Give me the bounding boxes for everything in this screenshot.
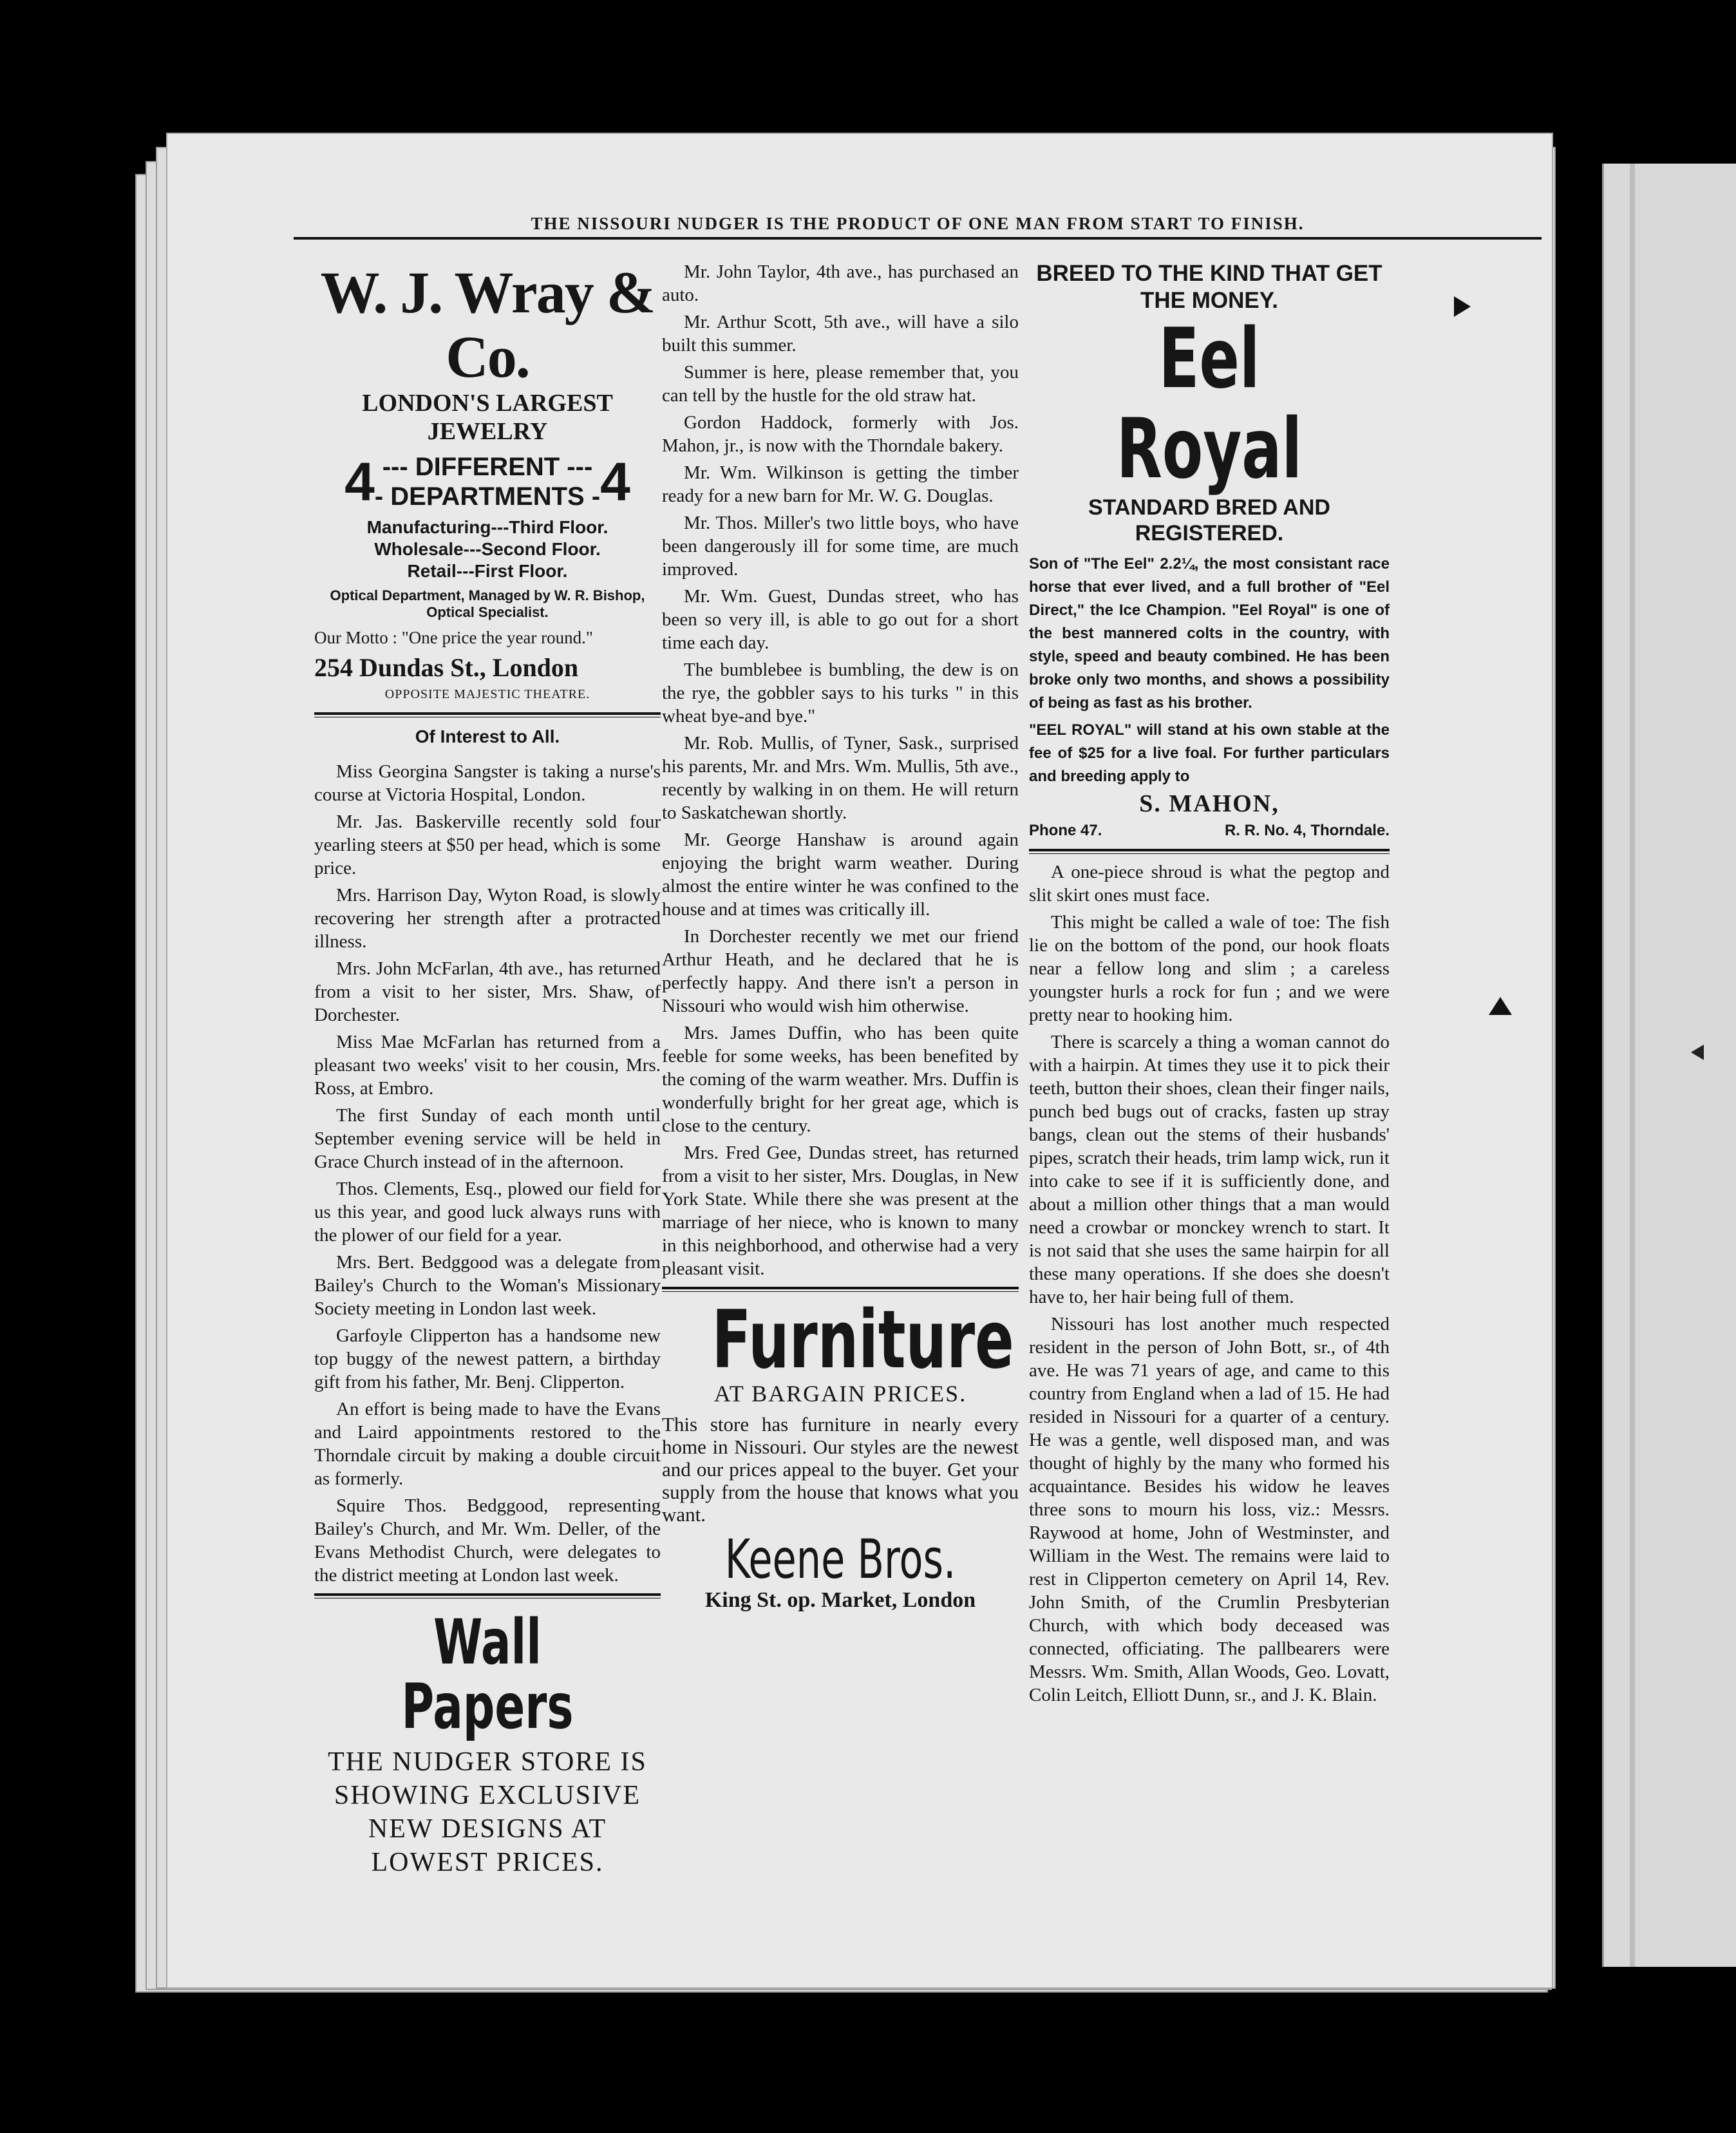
news-item: Squire Thos. Bedggood, representing Bailey's Church, and Mr. Wm. Deller, of the Evans Methodist Church, were delegates to the district meeting at London last week.	[314, 1495, 661, 1586]
column-right	[1029, 260, 1390, 1711]
news-item: Mr. John Taylor, 4th ave., has purchased an auto.	[662, 261, 1019, 305]
eel-paragraph: "EEL ROYAL" will stand at his own stable at the fee of $25 for a live foal. For further particulars and breeding apply to	[1029, 721, 1390, 785]
news-item: In Dorchester recently we met our friend Arthur Heath, and he declared that he is perfectly happy. And there isn't a person in Nissouri who would wish him otherwise.	[662, 926, 1019, 1016]
news-item: Mrs. Harrison Day, Wyton Road, is slowly recovering her strength after a protracted illness.	[314, 885, 661, 952]
adjacent-page-edge	[1602, 164, 1736, 1967]
news-item: An effort is being made to have the Evans and Laird appointments restored to the Thorndale circuit by making a double circuit as formerly.	[314, 1399, 661, 1489]
eel-standard: STANDARD BRED AND REGISTERED.	[1088, 495, 1330, 545]
keene-title	[662, 1530, 1019, 1589]
news-item: Miss Georgina Sangster is taking a nurse's course at Victoria Hospital, London.	[314, 761, 661, 805]
departments-line-2: - DEPARTMENTS -	[374, 482, 601, 511]
news-item: Mrs. John McFarlan, 4th ave., has returned from a visit to her sister, Mrs. Shaw, of Dorchester.	[314, 958, 661, 1025]
news-item: Mr. Thos. Miller's two little boys, who have been dangerously ill for some time, are much improved.	[662, 513, 1019, 580]
keene-title-text: Keene Bros.	[724, 1528, 956, 1591]
news-item: Mrs. Bert. Bedggood was a delegate from Bailey's Church to the Woman's Missionary Society meeting in London last week.	[314, 1252, 661, 1319]
wray-address: 254 Dundas St., London	[314, 653, 579, 682]
eel-body	[1029, 553, 1390, 788]
margin-mark	[1489, 997, 1512, 1015]
news-item: Mr. Jas. Baskerville recently sold four yearling steers at $50 per head, which is some price.	[314, 811, 661, 878]
column-left	[314, 260, 661, 1879]
section-rule	[314, 712, 661, 717]
news-item: Mr. Arthur Scott, 5th ave., will have a silo built this summer.	[662, 312, 1019, 356]
news-item: Thos. Clements, Esq., plowed our field for us this year, and good luck always runs with the plower of our field for a year.	[314, 1179, 661, 1246]
furniture-subtitle: AT BARGAIN PRICES.	[713, 1381, 967, 1407]
interest-title: Of Interest to All.	[415, 726, 560, 746]
wray-motto: Our Motto : "One price the year round."	[314, 628, 593, 647]
news-item: There is scarcely a thing a woman cannot do with a hairpin. At times they use it to pick their teeth, button their shoes, clean their finger nails, punch bed bugs out of cracks, fasten up stray bangs, clean out the stems of their husbands' pipes, scratch their heads, trim lamp wick, run it into cake to see if it is sufficiently done, and about a million other things that a man would need a crowbar or monckey wrench to start. It is not said that she uses the same hairpin for all these many operations. If she does she doesn't have to, her hair being full of them.	[1029, 1032, 1390, 1307]
news-item: A one-piece shroud is what the pegtop and slit skirt ones must face.	[1029, 862, 1390, 905]
news-item: Miss Mae McFarlan has returned from a pleasant two weeks' visit to her cousin, Mrs. Ross, at Embro.	[314, 1032, 661, 1099]
furniture-title-text: Furniture	[712, 1294, 1014, 1387]
section-rule	[314, 1593, 661, 1598]
eel-royal-title	[1029, 311, 1390, 497]
news-item: Gordon Haddock, formerly with Jos. Mahon, jr., is now with the Thorndale bakery.	[662, 412, 1019, 456]
eel-rural-route: R. R. No. 4, Thorndale.	[1224, 822, 1390, 839]
newspaper-page	[166, 133, 1553, 1989]
news-item: The first Sunday of each month until September evening service will be held in Grace Church instead of in the afternoon.	[314, 1105, 661, 1172]
news-item: Nissouri has lost another much respected resident in the person of John Bott, sr., of 4th ave. He was 71 years of age, and came to this country from England when a lad of 15. He had resided in Nissouri for a quarter of a century. He was a gentle, well disposed man, and was thought of highly by the many who formed his acquaintance. Besides his widow he leaves three sons to mourn his loss, viz.: Messrs. Raywood at home, John of Westminster, and William in the West. The remains were laid to rest in Clipperton cemetery on April 14, Rev. John Smith, of the Crumlin Presbyterian Church, with which body deceased was connected, officiating. The pallbearers were Messrs. Wm. Smith, Allan Woods, Geo. Lovatt, Colin Leitch, Elliott Dunn, sr., and J. K. Blain.	[1029, 1314, 1390, 1705]
floor-retail: Retail---First Floor.	[407, 561, 568, 581]
middle-paragraphs	[662, 260, 1019, 1280]
floors-list	[314, 517, 661, 582]
eel-paragraph: Son of "The Eel" 2.2¼, the most consistant race horse that ever lived, and a full brother of "Eel Direct," the Ice Champion. "Eel Royal" is one of the best mannered colts in the country, with style, speed and beauty combined. He has been broke only two months, and shows a possibility of being as fast as his brother.	[1029, 555, 1390, 712]
keene-address: King St. op. Market, London	[704, 1588, 976, 1612]
departments-text	[375, 452, 600, 511]
floor-wholesale: Wholesale---Second Floor.	[374, 539, 601, 559]
furniture-body: This store has furniture in nearly every home in Nissouri. Our styles are the newest and our prices appeal to the buyer. Get your supply from the house that knows what you want.	[662, 1413, 1019, 1526]
departments-number-right: 4	[600, 451, 630, 512]
wray-name: W. J. Wray & Co.	[320, 260, 655, 390]
page-header: THE NISSOURI NUDGER IS THE PRODUCT OF ONE MAN FROM START TO FINISH.	[531, 214, 1305, 233]
departments-line-1: --- DIFFERENT ---	[382, 453, 593, 481]
news-item: Garfoyle Clipperton has a handsome new top buggy of the newest pattern, a birthday gift from his father, Mr. Benj. Clipperton.	[314, 1325, 661, 1392]
section-rule	[1029, 849, 1390, 854]
wallpapers-title-text: Wall Papers	[401, 1606, 574, 1743]
news-item: This might be called a wale of toe: The fish lie on the bottom of the pond, our hook floats near a fellow long and slim ; a careless youngster hurls a rock for fun ; and we were pretty near to hooking him.	[1029, 912, 1390, 1025]
news-item: Mrs. Fred Gee, Dundas street, has returned from a visit to her sister, Mrs. Douglas, in New York State. While there she was present at the marriage of her niece, who is known to many in this neighborhood, and otherwise had a very pleasant visit.	[662, 1142, 1019, 1279]
header-rule	[294, 237, 1542, 240]
interest-paragraphs	[314, 760, 661, 1587]
margin-mark	[1454, 296, 1471, 317]
news-item: Mr. Wm. Wilkinson is getting the timber ready for a new barn for Mr. W. G. Douglas.	[662, 462, 1019, 506]
optical-department: Optical Department, Managed by W. R. Bishop, Optical Specialist.	[330, 587, 645, 620]
wray-tagline: LONDON'S LARGEST JEWELRY	[362, 390, 613, 445]
news-item: The bumblebee is bumbling, the dew is on the rye, the gobbler says to his turks " in this wheat bye-and bye."	[662, 659, 1019, 726]
eel-royal-title-text: Eel Royal	[1116, 311, 1303, 497]
eel-owner: S. MAHON,	[1139, 790, 1279, 817]
right-paragraphs	[1029, 860, 1390, 1707]
wallpapers-body: THE NUDGER STORE IS SHOWING EXCLUSIVE NEW DESIGNS AT LOWEST PRICES.	[328, 1747, 647, 1877]
news-item: Mr. Wm. Guest, Dundas street, who has been so very ill, is able to go out for a short time each day.	[662, 586, 1019, 653]
departments-number-left: 4	[344, 451, 375, 512]
section-rule	[662, 1287, 1019, 1292]
margin-mark	[1691, 1045, 1704, 1060]
eel-breed-heading: BREED TO THE KIND THAT GET THE MONEY.	[1036, 261, 1382, 313]
news-item: Summer is here, please remember that, you can tell by the hustle for the old straw hat.	[662, 362, 1019, 406]
column-middle	[662, 260, 1019, 1612]
news-item: Mrs. James Duffin, who has been quite feeble for some weeks, has been benefited by the coming of the warm weather. Mrs. Duffin is wonderfully bright for her great age, which is close to the century.	[662, 1023, 1019, 1136]
eel-phone: Phone 47.	[1029, 822, 1102, 839]
wray-opposite: OPPOSITE MAJESTIC THEATRE.	[384, 687, 590, 701]
wallpapers-title	[314, 1606, 661, 1743]
furniture-title	[662, 1294, 1019, 1387]
departments-banner	[314, 452, 661, 511]
eel-contact	[1029, 819, 1390, 842]
news-item: Mr. George Hanshaw is around again enjoying the bright warm weather. During almost the entire winter he was confined to the house and at times was critically ill.	[662, 830, 1019, 920]
news-item: Mr. Rob. Mullis, of Tyner, Sask., surprised his parents, Mr. and Mrs. Wm. Mullis, 5th ave., recently by walking in on them. He will return to Saskatchewan shortly.	[662, 733, 1019, 823]
floor-manufacturing: Manufacturing---Third Floor.	[366, 517, 609, 537]
